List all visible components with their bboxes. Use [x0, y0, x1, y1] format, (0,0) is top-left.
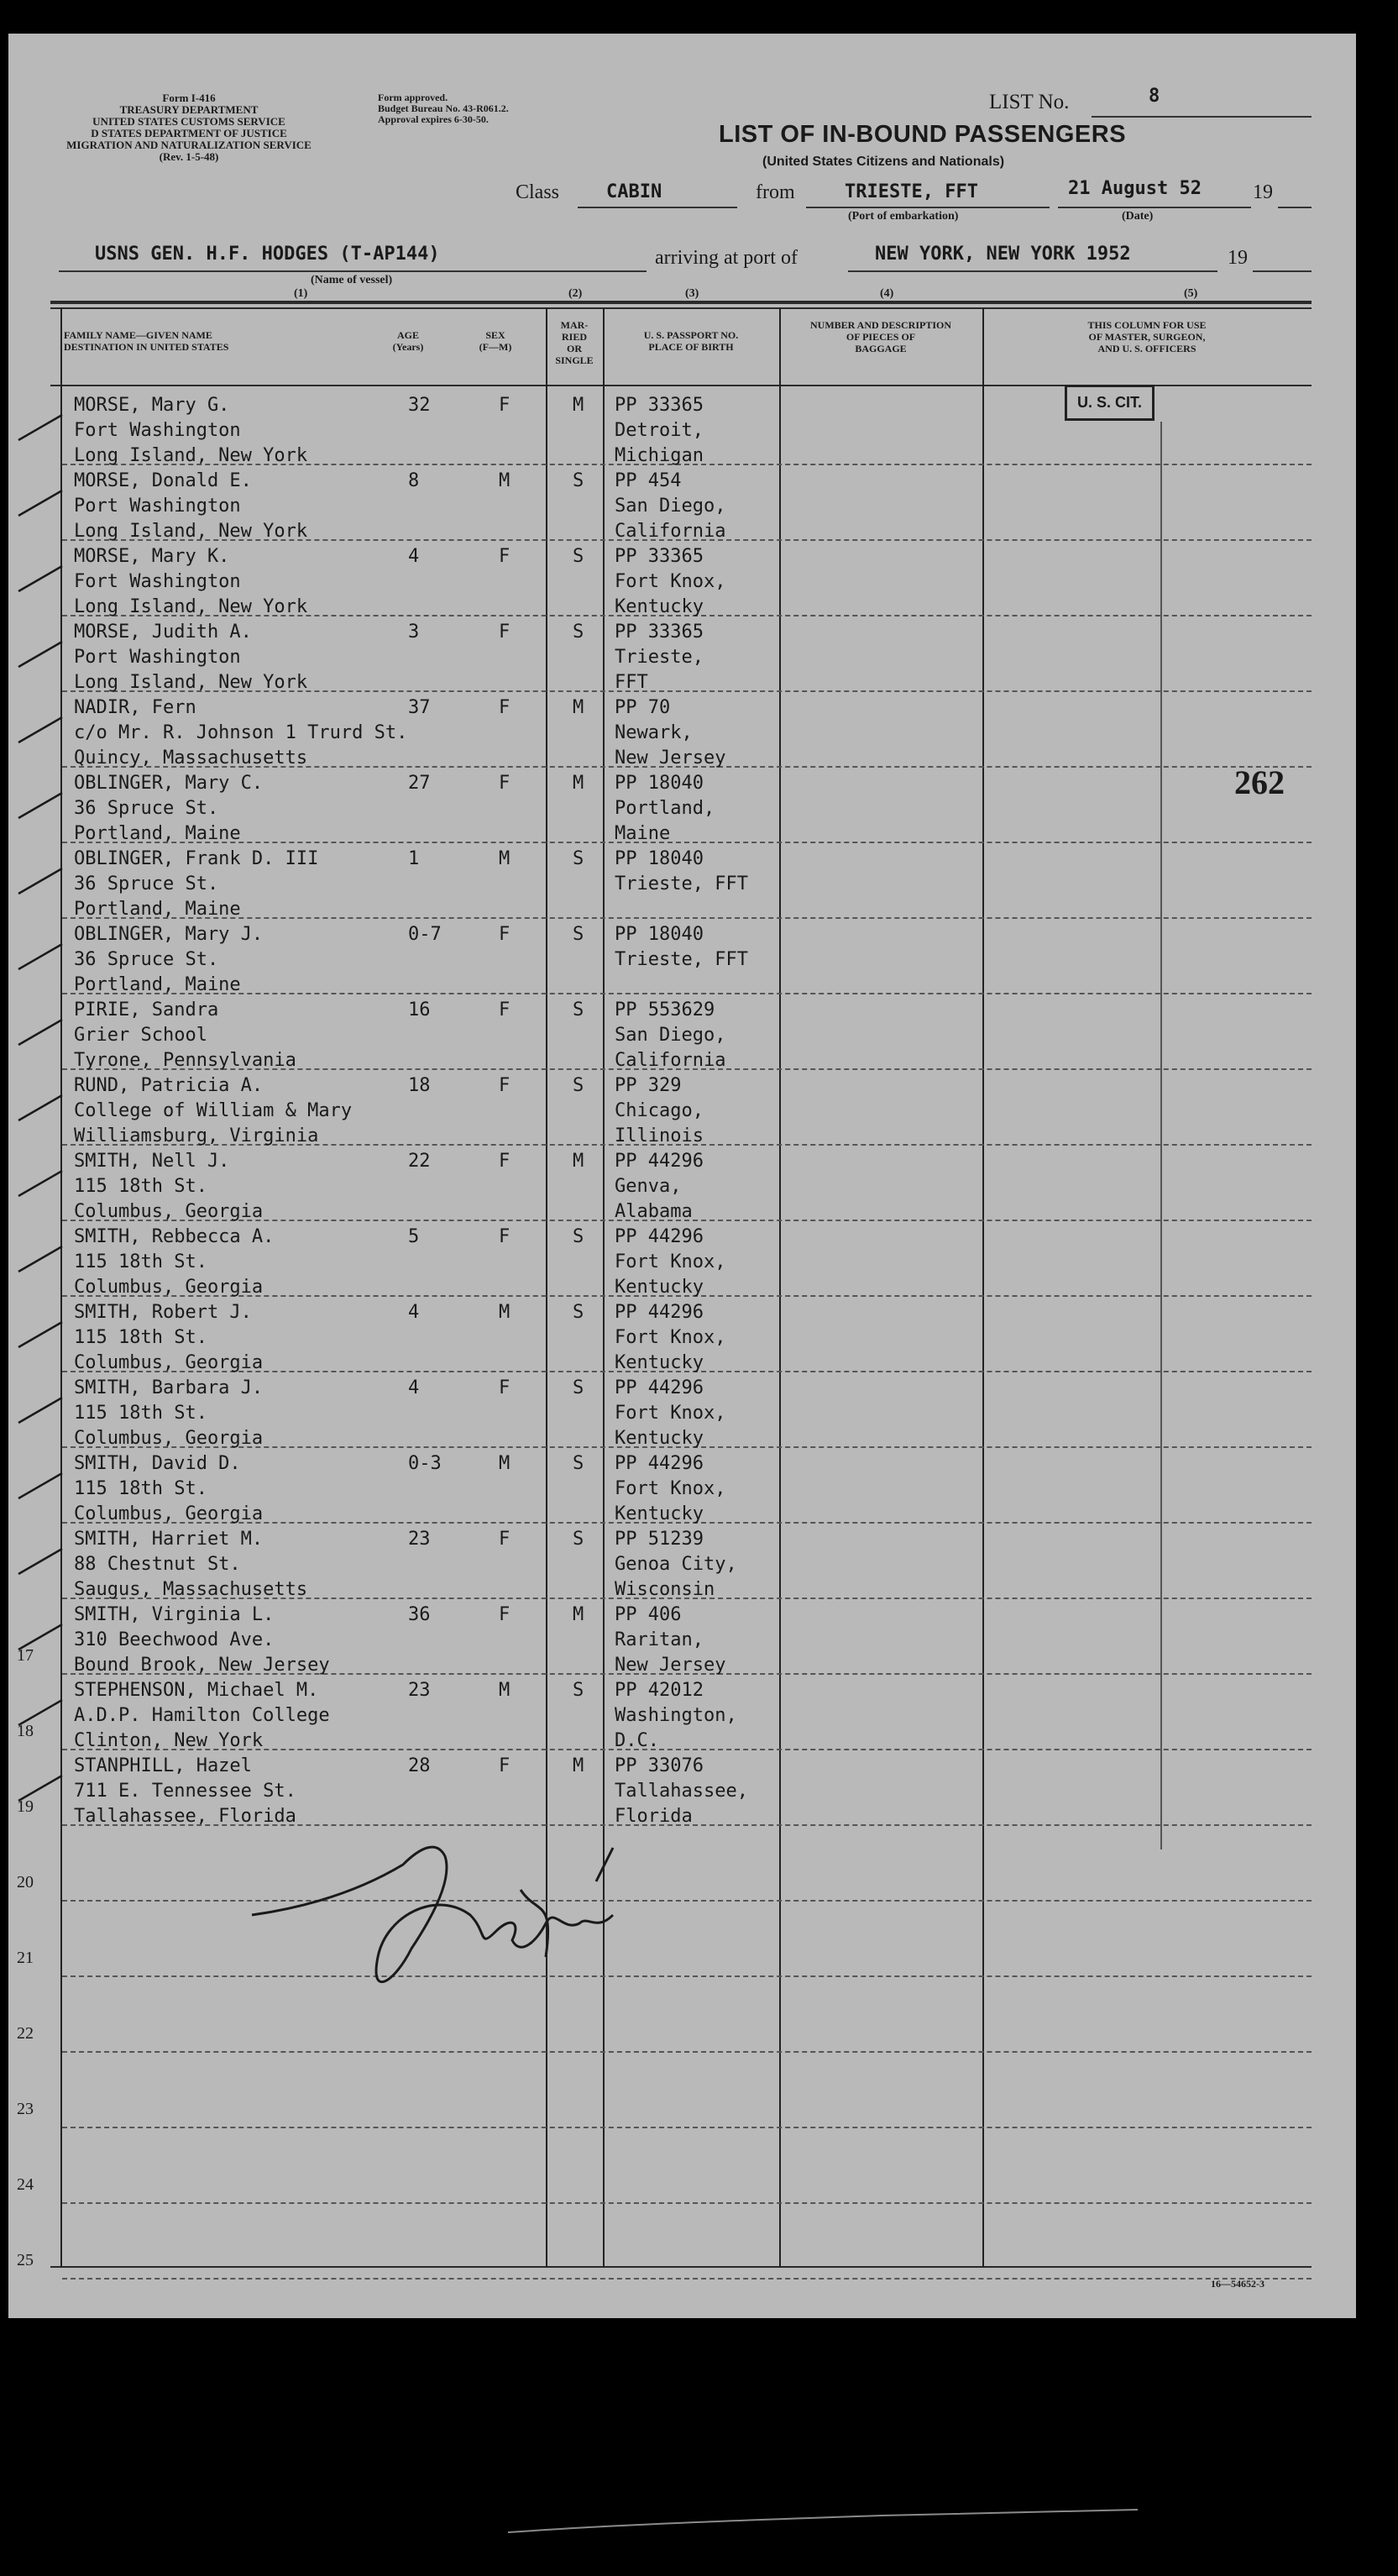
passenger-name: RUND, Patricia A. [74, 1075, 264, 1096]
passenger-marital-status: S [573, 1302, 584, 1323]
passenger-dest-line1: 115 18th St. [74, 1478, 207, 1499]
class-underline [578, 207, 737, 208]
check-mark-icon [15, 712, 65, 746]
passenger-name: NADIR, Fern [74, 697, 196, 718]
list-no-underline [1092, 116, 1312, 118]
passenger-age: 8 [408, 470, 420, 491]
passenger-age: 27 [408, 773, 431, 794]
passenger-passport-no: PP 329 [615, 1075, 682, 1096]
passenger-birthplace-line1: Raritan, [615, 1629, 704, 1650]
arriving-label: arriving at port of [655, 247, 798, 269]
passenger-passport-no: PP 44296 [615, 1302, 704, 1323]
passenger-birthplace-line2: California [615, 521, 726, 542]
passenger-marital-status: M [573, 773, 584, 794]
check-mark-icon [15, 561, 65, 595]
passenger-name: STEPHENSON, Michael M. [74, 1680, 319, 1701]
passenger-age: 0-3 [408, 1453, 442, 1474]
passenger-birthplace-line2: Michigan [615, 445, 704, 466]
passenger-birthplace-line2: Florida [615, 1806, 693, 1827]
passenger-dest-line2: Columbus, Georgia [74, 1503, 264, 1524]
form-footer: 16—54652-3 [1211, 2278, 1264, 2290]
passenger-birthplace-line2: New Jersey [615, 1655, 726, 1676]
row-number: 21 [17, 1949, 34, 1967]
passenger-dest-line1: c/o Mr. R. Johnson 1 Trurd St. [74, 722, 408, 743]
form-number: Form I-416 [162, 92, 216, 104]
from-underline [806, 207, 1050, 208]
from-label: from [756, 181, 795, 203]
row-separator [62, 2278, 1312, 2280]
passenger-name: MORSE, Mary G. [74, 395, 230, 416]
passenger-birthplace-line1: Portland, [615, 798, 715, 819]
passenger-dest-line2: Portland, Maine [74, 974, 241, 995]
col-rule-left [60, 307, 62, 2268]
passenger-dest-line1: 36 Spruce St. [74, 874, 219, 895]
class-label: Class [516, 181, 560, 203]
check-mark-icon [15, 1771, 65, 1804]
check-mark-icon [15, 485, 65, 519]
passenger-dest-line2: Tallahassee, Florida [74, 1806, 296, 1827]
form-block [38, 92, 340, 163]
passenger-birthplace-line1: San Diego, [615, 496, 726, 517]
passenger-birthplace-line1: Newark, [615, 722, 693, 743]
passenger-passport-no: PP 18040 [615, 773, 704, 794]
arriving-underline [848, 270, 1217, 272]
form-revision: (Rev. 1-5-48) [159, 150, 219, 163]
form-justice: D STATES DEPARTMENT OF JUSTICE [91, 127, 287, 139]
header-name-line1: FAMILY NAME—GIVEN NAME [64, 329, 212, 341]
passenger-dest-line2: Columbus, Georgia [74, 1428, 264, 1449]
row-number: 24 [17, 2175, 34, 2194]
passenger-birthplace-line2: Kentucky [615, 596, 704, 617]
passenger-sex: M [499, 1302, 511, 1323]
passenger-marital-status: S [573, 924, 584, 945]
passenger-age: 36 [408, 1604, 431, 1625]
passenger-dest-line1: 115 18th St. [74, 1403, 207, 1424]
passenger-sex: F [499, 924, 511, 945]
passenger-birthplace-line1: Fort Knox, [615, 1403, 726, 1424]
check-mark-icon [15, 863, 65, 897]
passenger-marital-status: M [573, 1604, 584, 1625]
passenger-marital-status: S [573, 1680, 584, 1701]
passenger-age: 0-7 [408, 924, 442, 945]
passenger-dest-line2: Long Island, New York [74, 521, 308, 542]
passenger-birthplace-line1: Genoa City, [615, 1554, 737, 1575]
passenger-marital-status: S [573, 546, 584, 567]
passenger-dest-line1: Fort Washington [74, 571, 241, 592]
passenger-dest-line2: Long Island, New York [74, 672, 308, 693]
passenger-dest-line2: Clinton, New York [74, 1730, 264, 1751]
passenger-dest-line2: Portland, Maine [74, 899, 241, 920]
approval-line2: Budget Bureau No. 43-R061.2. [378, 102, 509, 114]
passenger-age: 22 [408, 1151, 431, 1172]
passenger-dest-line2: Tyrone, Pennsylvania [74, 1050, 296, 1071]
page-subtitle: (United States Citizens and Nationals) [762, 155, 1005, 169]
check-mark-icon [15, 788, 65, 821]
vessel-caption: (Name of vessel) [311, 274, 393, 286]
check-mark-icon [15, 1166, 65, 1199]
passenger-birthplace-line1: San Diego, [615, 1025, 726, 1046]
passenger-sex: M [499, 470, 511, 491]
passenger-marital-status: S [573, 1377, 584, 1398]
check-mark-icon [15, 1468, 65, 1502]
passenger-birthplace-line1: Fort Knox, [615, 571, 726, 592]
passenger-name: SMITH, Nell J. [74, 1151, 230, 1172]
check-mark-icon [15, 1241, 65, 1275]
passenger-name: MORSE, Mary K. [74, 546, 230, 567]
officer-column-pen-line [1160, 422, 1162, 1849]
passenger-age: 4 [408, 546, 420, 567]
passenger-birthplace-line2: Kentucky [615, 1277, 704, 1298]
passenger-passport-no: PP 44296 [615, 1151, 704, 1172]
passenger-sex: F [499, 1151, 511, 1172]
table-bottom-rule [50, 2266, 1312, 2268]
from-value: TRIESTE, FFT [845, 181, 978, 202]
passenger-sex: F [499, 395, 511, 416]
page-title: LIST OF IN-BOUND PASSENGERS [719, 121, 1127, 148]
passenger-dest-line1: 711 E. Tennessee St. [74, 1781, 296, 1802]
passenger-birthplace-line1: Tallahassee, [615, 1781, 748, 1802]
check-mark-icon [15, 1695, 65, 1729]
passenger-marital-status: S [573, 848, 584, 869]
passenger-birthplace-line1: Trieste, FFT [615, 949, 748, 970]
row-number: 20 [17, 1873, 34, 1891]
class-value: CABIN [606, 181, 662, 202]
passenger-birthplace-line2: Maine [615, 823, 671, 844]
check-mark-icon [15, 637, 65, 670]
check-mark-icon [15, 1393, 65, 1426]
passenger-dest-line1: 310 Beechwood Ave. [74, 1629, 275, 1650]
colnum-5: (5) [1184, 287, 1198, 300]
date-caption: (Date) [1122, 210, 1154, 223]
document-sheet [8, 34, 1356, 2318]
passenger-marital-status: S [573, 470, 584, 491]
passenger-marital-status: S [573, 999, 584, 1020]
row-separator [62, 2127, 1312, 2128]
passenger-birthplace-line1: Fort Knox, [615, 1251, 726, 1272]
list-no-label: LIST No. [989, 91, 1070, 113]
passenger-age: 4 [408, 1302, 420, 1323]
passenger-name: SMITH, Virginia L. [74, 1604, 275, 1625]
form-service: UNITED STATES CUSTOMS SERVICE [92, 115, 285, 128]
passenger-dest-line2: Bound Brook, New Jersey [74, 1655, 330, 1676]
passenger-age: 16 [408, 999, 431, 1020]
passenger-birthplace-line2: Kentucky [615, 1352, 704, 1373]
passenger-passport-no: PP 51239 [615, 1529, 704, 1550]
arriving-port: NEW YORK, NEW YORK 1952 [875, 244, 1131, 265]
passenger-marital-status: S [573, 622, 584, 643]
passenger-name: PIRIE, Sandra [74, 999, 219, 1020]
row-number: 19 [17, 1797, 34, 1816]
passenger-age: 18 [408, 1075, 431, 1096]
passenger-birthplace-line2: Kentucky [615, 1503, 704, 1524]
col-rule-after-baggage [982, 307, 984, 2268]
header-name-line2: DESTINATION IN UNITED STATES [64, 341, 229, 353]
passenger-birthplace-line1: Genva, [615, 1176, 682, 1197]
list-no-value: 8 [1149, 86, 1160, 107]
side-number: 262 [1234, 763, 1285, 801]
header-passport: U. S. PASSPORT NO. PLACE OF BIRTH [643, 329, 739, 353]
passenger-age: 37 [408, 697, 431, 718]
passenger-marital-status: M [573, 697, 584, 718]
passenger-birthplace-line2: Illinois [615, 1125, 704, 1146]
passenger-name: MORSE, Donald E. [74, 470, 252, 491]
passenger-birthplace-line1: Chicago, [615, 1100, 704, 1121]
check-mark-icon [15, 1317, 65, 1351]
check-mark-icon [15, 410, 65, 443]
passenger-birthplace-line2: Wisconsin [615, 1579, 715, 1600]
passenger-dest-line2: Long Island, New York [74, 596, 308, 617]
row-number: 18 [17, 1722, 34, 1740]
row-separator [62, 2202, 1312, 2204]
passenger-dest-line2: Quincy, Massachusetts [74, 748, 308, 769]
passenger-sex: M [499, 1453, 511, 1474]
passenger-name: SMITH, Harriet M. [74, 1529, 264, 1550]
passenger-dest-line1: Port Washington [74, 496, 241, 517]
date-year-suffix: 19 [1253, 181, 1273, 203]
passenger-name: MORSE, Judith A. [74, 622, 252, 643]
passenger-sex: F [499, 622, 511, 643]
passenger-passport-no: PP 33076 [615, 1755, 704, 1776]
passenger-sex: F [499, 1755, 511, 1776]
passenger-dest-line1: 115 18th St. [74, 1327, 207, 1348]
passenger-birthplace-line2: Kentucky [615, 1428, 704, 1449]
header-name [64, 329, 316, 353]
passenger-dest-line2: Portland, Maine [74, 823, 241, 844]
passenger-birthplace-line1: Detroit, [615, 420, 704, 441]
passenger-passport-no: PP 70 [615, 697, 671, 718]
passenger-birthplace-line1: Washington, [615, 1705, 737, 1726]
passenger-passport-no: PP 42012 [615, 1680, 704, 1701]
passenger-sex: F [499, 1075, 511, 1096]
passenger-sex: F [499, 697, 511, 718]
passenger-name: SMITH, David D. [74, 1453, 241, 1474]
passenger-name: OBLINGER, Frank D. III [74, 848, 319, 869]
passenger-passport-no: PP 44296 [615, 1377, 704, 1398]
header-officers: THIS COLUMN FOR USE OF MASTER, SURGEON, AND U. S. OFFICERS [1087, 319, 1207, 354]
check-mark-icon [15, 939, 65, 973]
passenger-birthplace-line1: Fort Knox, [615, 1327, 726, 1348]
row-separator [62, 2051, 1312, 2053]
passenger-passport-no: PP 18040 [615, 848, 704, 869]
passenger-dest-line2: Williamsburg, Virginia [74, 1125, 319, 1146]
date-suffix-underline [1278, 207, 1312, 208]
passenger-passport-no: PP 553629 [615, 999, 715, 1020]
colnum-2: (2) [568, 287, 583, 300]
passenger-passport-no: PP 454 [615, 470, 682, 491]
passenger-dest-line1: 36 Spruce St. [74, 798, 219, 819]
passenger-age: 1 [408, 848, 420, 869]
passenger-name: OBLINGER, Mary C. [74, 773, 264, 794]
passenger-dest-line1: 36 Spruce St. [74, 949, 219, 970]
passenger-birthplace-line2: Alabama [615, 1201, 693, 1222]
passenger-passport-no: PP 33365 [615, 622, 704, 643]
passenger-marital-status: M [573, 395, 584, 416]
passenger-dest-line2: Columbus, Georgia [74, 1352, 264, 1373]
passenger-marital-status: S [573, 1226, 584, 1247]
passenger-dest-line1: Port Washington [74, 647, 241, 668]
check-mark-icon [15, 1619, 65, 1653]
row-number: 17 [17, 1646, 34, 1665]
form-immigration: MIGRATION AND NATURALIZATION SERVICE [66, 139, 312, 151]
scan-artifact-line [504, 2503, 1142, 2537]
header-married: MAR- RIED OR SINGLE [555, 319, 594, 366]
passenger-passport-no: PP 44296 [615, 1226, 704, 1247]
passenger-name: SMITH, Robert J. [74, 1302, 252, 1323]
passenger-birthplace-line2: FFT [615, 672, 648, 693]
us-citizen-stamp: U. S. CIT. [1065, 385, 1155, 421]
col-rule-after-passport [779, 307, 781, 2268]
table-top-rule [50, 301, 1312, 304]
passenger-age: 5 [408, 1226, 420, 1247]
passenger-marital-status: S [573, 1529, 584, 1550]
passenger-passport-no: PP 44296 [615, 1453, 704, 1474]
passenger-marital-status: M [573, 1755, 584, 1776]
passenger-sex: M [499, 1680, 511, 1701]
passenger-sex: F [499, 1604, 511, 1625]
passenger-sex: M [499, 848, 511, 869]
row-separator [62, 842, 1312, 843]
header-sex: SEX (F—M) [479, 329, 512, 353]
passenger-birthplace-line1: Trieste, [615, 647, 704, 668]
passenger-sex: F [499, 1226, 511, 1247]
handwritten-signature [243, 1789, 680, 2007]
port-embark-caption: (Port of embarkation) [848, 210, 959, 223]
date-underline [1058, 207, 1251, 208]
vessel-name: USNS GEN. H.F. HODGES (T-AP144) [95, 244, 440, 265]
passenger-age: 23 [408, 1529, 431, 1550]
passenger-birthplace-line2: D.C. [615, 1730, 659, 1751]
vessel-underline [59, 270, 647, 272]
passenger-dest-line1: Grier School [74, 1025, 207, 1046]
passenger-birthplace-line2: California [615, 1050, 726, 1071]
arriving-year-suffix: 19 [1228, 247, 1248, 269]
passenger-name: OBLINGER, Mary J. [74, 924, 264, 945]
passenger-sex: F [499, 1529, 511, 1550]
check-mark-icon [15, 1090, 65, 1124]
row-number: 25 [17, 2251, 34, 2269]
approval-block [378, 92, 509, 125]
passenger-sex: F [499, 1377, 511, 1398]
passenger-passport-no: PP 33365 [615, 395, 704, 416]
passenger-dest-line2: Long Island, New York [74, 445, 308, 466]
approval-line3: Approval expires 6-30-50. [378, 113, 489, 125]
check-mark-icon [15, 1015, 65, 1048]
passenger-sex: F [499, 773, 511, 794]
passenger-sex: F [499, 999, 511, 1020]
passenger-marital-status: S [573, 1453, 584, 1474]
header-age: AGE (Years) [392, 329, 424, 353]
passenger-dest-line2: Columbus, Georgia [74, 1277, 264, 1298]
form-dept: TREASURY DEPARTMENT [119, 103, 259, 116]
passenger-age: 32 [408, 395, 431, 416]
passenger-birthplace-line1: Trieste, FFT [615, 874, 748, 895]
passenger-passport-no: PP 33365 [615, 546, 704, 567]
passenger-dest-line2: Saugus, Massachusetts [74, 1579, 308, 1600]
colnum-3: (3) [685, 287, 699, 300]
approval-line1: Form approved. [378, 92, 448, 103]
row-separator [62, 993, 1312, 994]
passenger-age: 23 [408, 1680, 431, 1701]
passenger-sex: F [499, 546, 511, 567]
passenger-dest-line1: Fort Washington [74, 420, 241, 441]
row-separator [62, 917, 1312, 919]
passenger-dest-line1: 88 Chestnut St. [74, 1554, 241, 1575]
passenger-age: 28 [408, 1755, 431, 1776]
passenger-name: SMITH, Rebbecca A. [74, 1226, 275, 1247]
passenger-age: 3 [408, 622, 420, 643]
header-baggage: NUMBER AND DESCRIPTION OF PIECES OF BAGGAGE [809, 319, 952, 354]
passenger-dest-line1: 115 18th St. [74, 1251, 207, 1272]
passenger-name: STANPHILL, Hazel [74, 1755, 252, 1776]
row-number: 22 [17, 2024, 34, 2043]
passenger-birthplace-line1: Fort Knox, [615, 1478, 726, 1499]
passenger-dest-line1: A.D.P. Hamilton College [74, 1705, 330, 1726]
passenger-passport-no: PP 406 [615, 1604, 682, 1625]
colnum-4: (4) [880, 287, 894, 300]
passenger-marital-status: S [573, 1075, 584, 1096]
passenger-dest-line2: Columbus, Georgia [74, 1201, 264, 1222]
date-value: 21 August 52 [1068, 178, 1202, 199]
check-mark-icon [15, 1544, 65, 1577]
passenger-dest-line1: 115 18th St. [74, 1176, 207, 1197]
vessel-colnum: (1) [294, 287, 308, 300]
table-top-rule-2 [50, 307, 1312, 309]
passenger-marital-status: M [573, 1151, 584, 1172]
arriving-suffix-underline [1253, 270, 1312, 272]
passenger-age: 4 [408, 1377, 420, 1398]
passenger-dest-line1: College of William & Mary [74, 1100, 353, 1121]
passenger-birthplace-line2: New Jersey [615, 748, 726, 769]
row-number: 23 [17, 2100, 34, 2118]
passenger-passport-no: PP 18040 [615, 924, 704, 945]
passenger-name: SMITH, Barbara J. [74, 1377, 264, 1398]
